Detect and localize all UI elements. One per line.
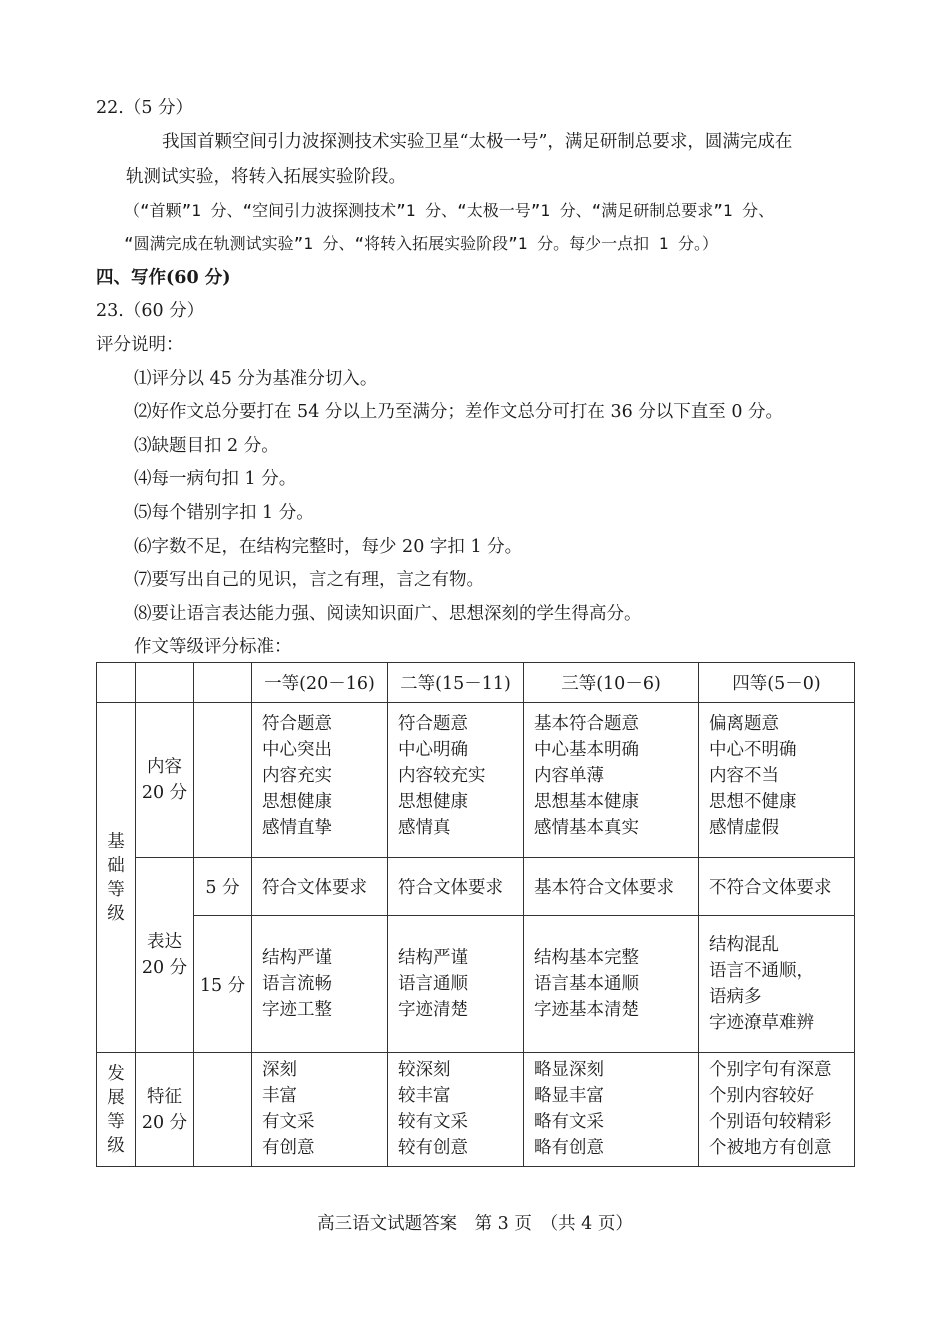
structure-grade-3: 结构基本完整 语言基本通顺 字迹基本清楚 <box>524 916 699 1053</box>
feature-grade-4: 个别字句有深意 个别内容较好 个别语句较精彩 个被地方有创意 <box>699 1053 855 1167</box>
sub-score-15: 15 分 <box>194 916 252 1053</box>
scoring-label: 评分说明： <box>96 335 184 355</box>
feature-grade-1: 深刻 丰富 有文采 有创意 <box>252 1053 388 1167</box>
rule-item: ⑺要写出自己的见识，言之有理，言之有物。 <box>134 570 484 590</box>
grading-table <box>96 662 855 1167</box>
structure-grade-2: 结构严谨 语言通顺 字迹清楚 <box>388 916 524 1053</box>
header-grade-2: 二等(15－11) <box>388 663 524 703</box>
content-grade-3: 基本符合题意 中心基本明确 内容单薄 思想基本健康 感情基本真实 <box>524 703 699 858</box>
rule-item: ⑻要让语言表达能力强、阅读知识面广、思想深刻的学生得高分。 <box>134 604 642 624</box>
rule-item: ⑶缺题目扣 2 分。 <box>134 436 279 456</box>
header-empty-cell <box>136 663 194 703</box>
rule-item: ⑷每一病句扣 1 分。 <box>134 469 297 489</box>
empty-cell <box>194 1053 252 1167</box>
q23-head: 23.（60 分） <box>96 301 205 321</box>
feature-label: 特征 20 分 <box>136 1053 194 1167</box>
q22-answer-line1: 我国首颗空间引力波探测技术实验卫星“太极一号”，满足研制总要求，圆满完成在 <box>162 132 793 152</box>
header-empty-cell <box>97 663 136 703</box>
basic-level-label: 基 础 等 级 <box>97 703 136 1053</box>
q22-note-line2: “圆满完成在轨测试实验”1 分、“将转入拓展实验阶段”1 分。每少一点扣 1 分。） <box>124 234 718 253</box>
page-footer: 高三语文试题答案 第 3 页 （共 4 页） <box>317 1214 633 1234</box>
content-grade-2: 符合题意 中心明确 内容较充实 思想健康 感情真 <box>388 703 524 858</box>
structure-grade-4: 结构混乱 语言不通顺， 语病多 字迹潦草难辨 <box>699 916 855 1053</box>
q22-note-line1: （“首颗”1 分、“空间引力波探测技术”1 分、“太极一号”1 分、“满足研制总要求”1 分、 <box>124 201 775 220</box>
sub-score-5: 5 分 <box>194 858 252 916</box>
empty-cell <box>194 703 252 858</box>
header-grade-4: 四等(5－0) <box>699 663 855 703</box>
style-grade-3: 基本符合文体要求 <box>524 858 699 916</box>
section-title: 四、写作(60 分) <box>96 268 231 288</box>
expression-label: 表达 20 分 <box>136 858 194 1053</box>
style-grade-1: 符合文体要求 <box>252 858 388 916</box>
q22-answer-line2: 轨测试实验，将转入拓展实验阶段。 <box>126 167 406 187</box>
rule-item: ⑹字数不足，在结构完整时，每少 20 字扣 1 分。 <box>134 537 523 557</box>
structure-grade-1: 结构严谨 语言流畅 字迹工整 <box>252 916 388 1053</box>
style-grade-4: 不符合文体要求 <box>699 858 855 916</box>
content-grade-4: 偏离题意 中心不明确 内容不当 思想不健康 感情虚假 <box>699 703 855 858</box>
development-level-label: 发 展 等 级 <box>97 1053 136 1167</box>
feature-grade-3: 略显深刻 略显丰富 略有文采 略有创意 <box>524 1053 699 1167</box>
content-label: 内容 20 分 <box>136 703 194 858</box>
style-grade-2: 符合文体要求 <box>388 858 524 916</box>
table-title: 作文等级评分标准： <box>134 637 292 657</box>
feature-grade-2: 较深刻 较丰富 较有文采 较有创意 <box>388 1053 524 1167</box>
header-empty-cell <box>194 663 252 703</box>
content-grade-1: 符合题意 中心突出 内容充实 思想健康 感情直挚 <box>252 703 388 858</box>
rule-item: ⑵好作文总分要打在 54 分以上乃至满分；差作文总分可打在 36 分以下直至 0 分。 <box>134 402 784 422</box>
rule-item: ⑸每个错别字扣 1 分。 <box>134 503 314 523</box>
header-grade-3: 三等(10－6) <box>524 663 699 703</box>
header-grade-1: 一等(20－16) <box>252 663 388 703</box>
q22-head: 22.（5 分） <box>96 98 194 118</box>
rule-item: ⑴评分以 45 分为基准分切入。 <box>134 369 378 389</box>
